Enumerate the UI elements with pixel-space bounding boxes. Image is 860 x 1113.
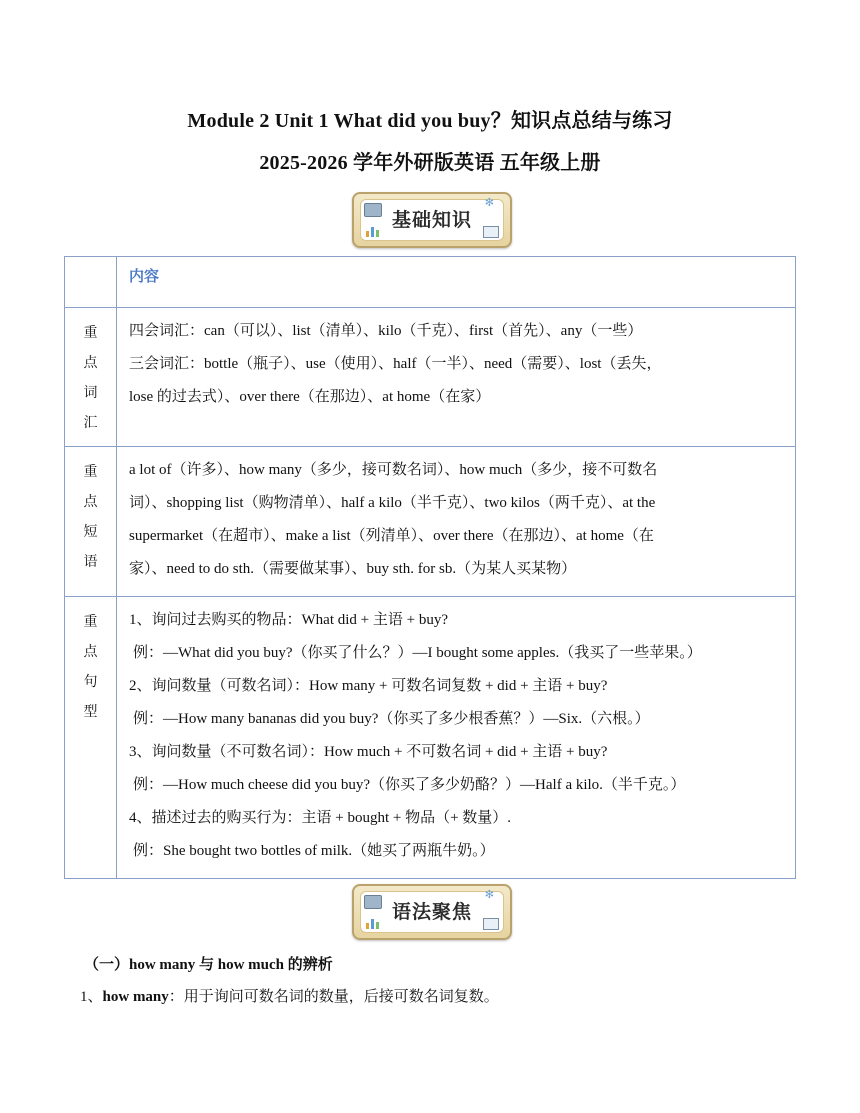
item-text: ：用于询问可数名词的数量，后接可数名词复数。 — [168, 989, 499, 1005]
item-term: how many — [102, 989, 169, 1005]
category-char: 词 — [83, 385, 98, 401]
content-line: 词）、shopping list（购物清单）、half a kilo（半千克）、two kilos（两千克）、at the — [129, 495, 656, 511]
content-line: 3、询问数量（不可数名词）：How much + 不可数名词 + did + 主语 + buy? — [129, 744, 608, 760]
category-char: 重 — [83, 325, 98, 341]
table-header-row — [65, 257, 796, 308]
document-title: Module 2 Unit 1 What did you buy？知识点总结与练习 — [187, 110, 673, 132]
example-line: 例：She bought two bottles of milk.（她买了两瓶牛奶。） — [133, 843, 495, 859]
content-line: lose 的过去式）、over there（在那边）、at home（在家） — [129, 389, 491, 405]
example-line: 例：—How much cheese did you buy?（你买了多少奶酪？）—Half a kilo.（半千克。） — [133, 777, 686, 793]
content-line: a lot of（许多）、how many（多少，接可数名词）、how much（多少，接不可数名 — [129, 462, 658, 478]
category-char: 型 — [83, 704, 98, 720]
content-line: 2、询问数量（可数名词）：How many + 可数名词复数 + did + 主语 + buy? — [129, 678, 608, 694]
category-char: 短 — [83, 524, 98, 540]
badge-label: 语法聚焦 — [391, 901, 472, 923]
category-cell — [65, 308, 117, 447]
section-heading: （一）how many 与 how much 的辨析 — [84, 957, 333, 973]
table-row-sentences — [65, 597, 796, 879]
category-cell — [65, 597, 117, 879]
example-line: 例：—How many bananas did you buy?（你买了多少根香蕉？）—Six.（六根。） — [133, 711, 650, 727]
snowflake-icon: ✻ — [484, 888, 494, 901]
content-line: 家）、need to do sth.（需要做某事）、buy sth. for sb.（为某人买某物） — [129, 561, 577, 577]
content-line: 四会词汇：can（可以）、list（清单）、kilo（千克）、first（首先）、any（一些） — [129, 323, 643, 339]
content-cell — [117, 308, 796, 447]
category-char: 语 — [83, 554, 98, 570]
content-cell — [117, 597, 796, 879]
category-char: 汇 — [83, 415, 98, 431]
content-line: 三会词汇：bottle（瓶子）、use（使用）、half（一半）、need（需要）、lost（丢失， — [129, 356, 662, 372]
table-header-label: 内容 — [117, 257, 796, 308]
badge-label: 基础知识 — [391, 209, 472, 231]
grammar-focus-badge — [352, 884, 512, 940]
table-row-vocabulary — [65, 308, 796, 447]
category-char: 点 — [83, 355, 98, 371]
snowflake-icon: ✻ — [484, 196, 494, 209]
category-cell — [65, 447, 117, 597]
content-cell — [117, 447, 796, 597]
category-char: 点 — [83, 494, 98, 510]
table-row-phrases — [65, 447, 796, 597]
content-line: supermarket（在超市）、make a list（列清单）、over there（在那边）、at home（在 — [129, 528, 654, 544]
content-line: 4、描述过去的购买行为：主语 + bought + 物品（+ 数量）. — [129, 810, 512, 826]
document-subtitle: 2025-2026 学年外研版英语 五年级上册 — [259, 152, 601, 174]
content-line: 1、询问过去购买的物品：What did + 主语 + buy? — [129, 612, 448, 628]
category-char: 重 — [83, 614, 98, 630]
category-char: 点 — [83, 644, 98, 660]
example-line: 例：—What did you buy?（你买了什么？）—I bought some apples.（我买了一些苹果。） — [133, 645, 702, 661]
item-number: 1、 — [80, 989, 103, 1005]
category-char: 重 — [83, 464, 98, 480]
grammar-item — [80, 985, 499, 1006]
knowledge-table — [64, 256, 796, 879]
category-char: 句 — [83, 674, 98, 690]
basic-knowledge-badge — [352, 192, 512, 248]
table-corner-cell — [65, 257, 117, 308]
